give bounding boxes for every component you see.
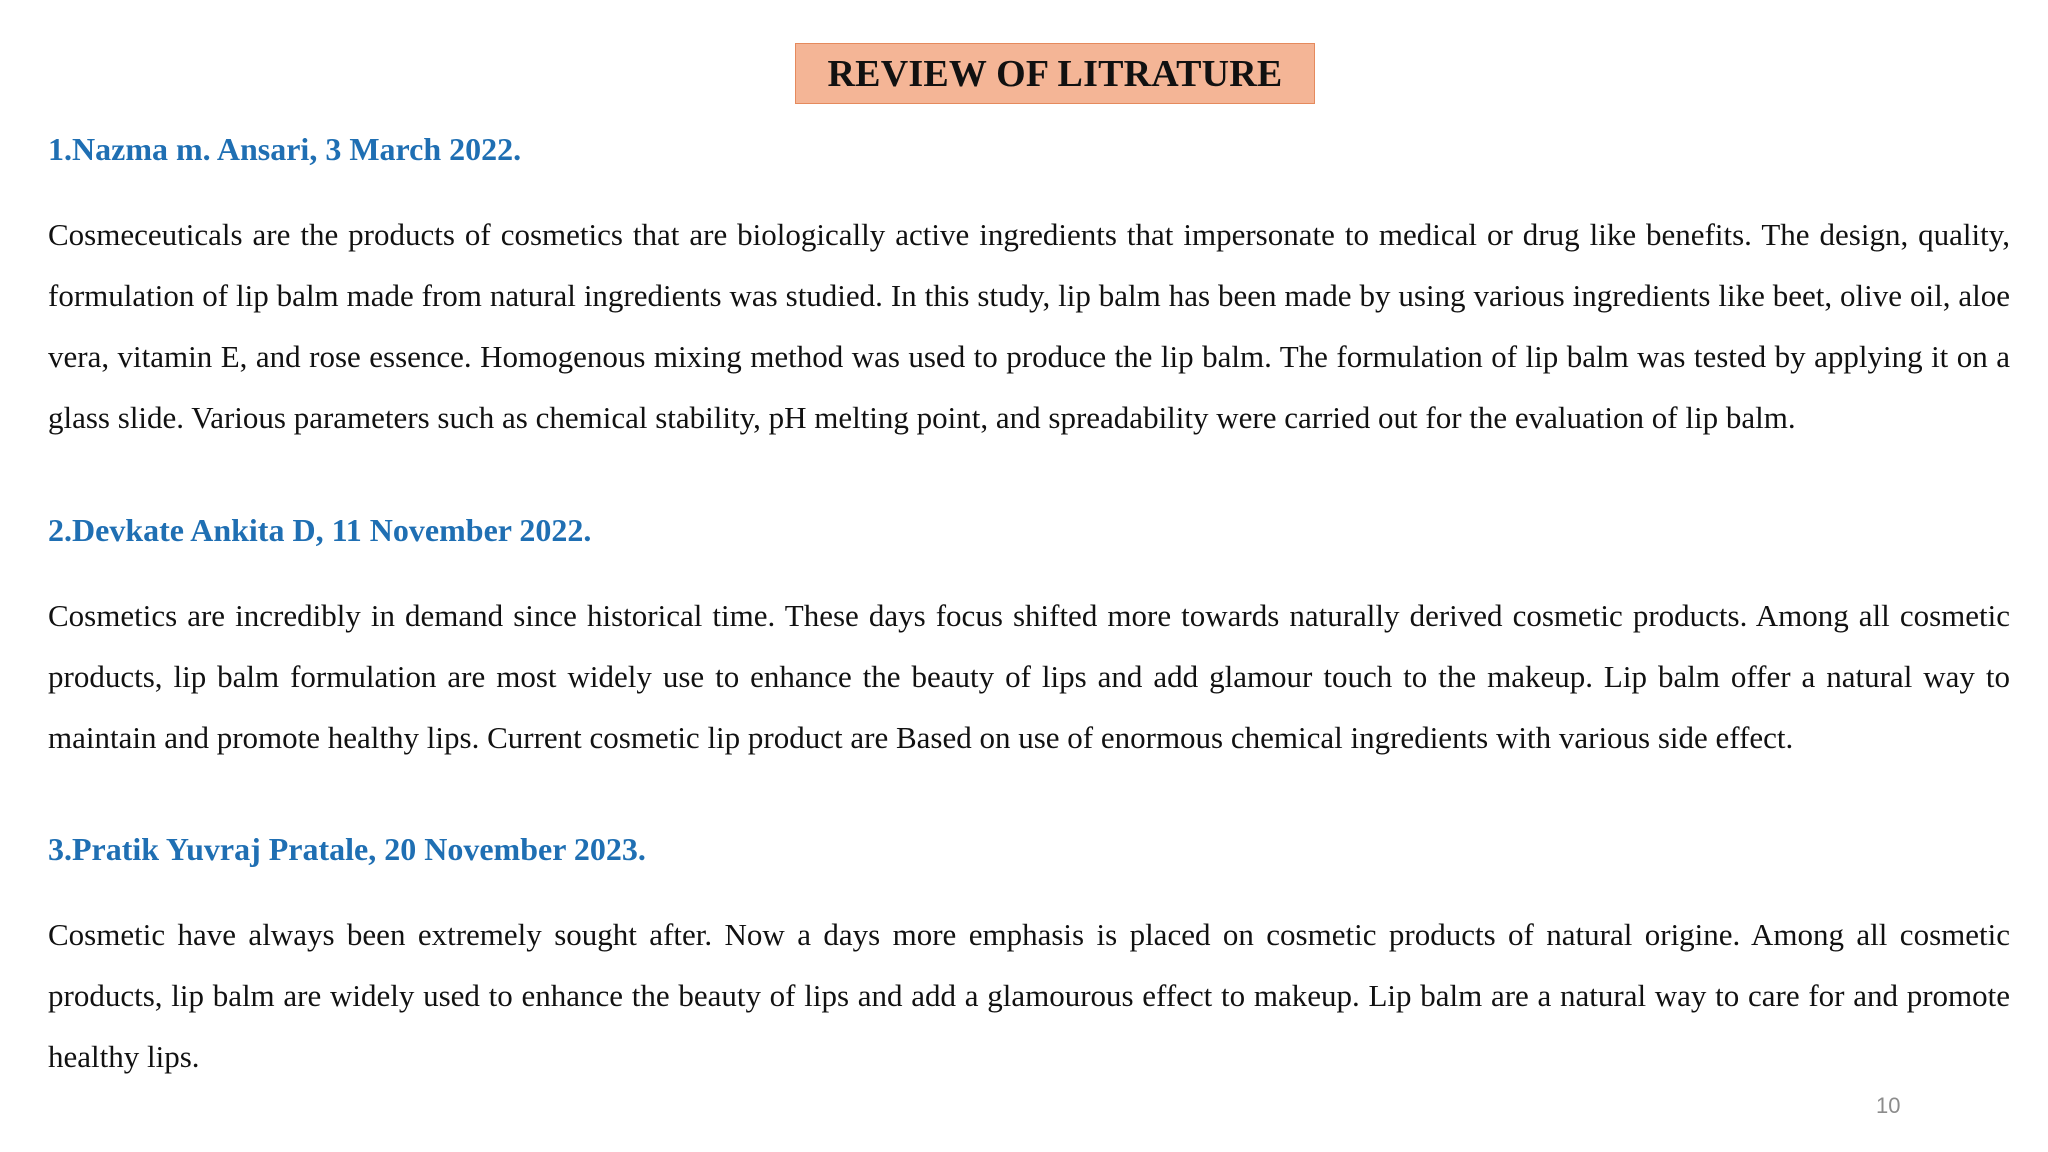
title-box: [795, 43, 1315, 104]
entry-body-2: Cosmetics are incredibly in demand since historical time. These days focus shifted more towards naturally derived cosmetic products. Among all cosmetic products, lip balm formulation are most widely use to enhance the beauty of lips and add glamour touch to the makeup. Lip balm offer a natural way to maintain and promote healthy lips. Current cosmetic lip product are Based on use of enormous chemical ingredients with various side effect.: [48, 598, 2010, 755]
slide-title: REVIEW OF LITRATURE: [827, 52, 1283, 95]
entry-heading-1: 1.Nazma m. Ansari, 3 March 2022.: [48, 131, 522, 167]
entry-heading-3: 3.Pratik Yuvraj Pratale, 20 November 2023.: [48, 831, 646, 867]
entry-heading-2: 2.Devkate Ankita D, 11 November 2022.: [48, 512, 592, 548]
page-number: 10: [1876, 1093, 1901, 1118]
entry-body-1: Cosmeceuticals are the products of cosmetics that are biologically active ingredients that impersonate to medical or drug like benefits. The design, quality, formulation of lip balm made from natural ingredients was studied. In this study, lip balm has been made by using various ingredients like beet, olive oil, aloe vera, vitamin E, and rose essence. Homogenous mixing method was used to produce the lip balm. The formulation of lip balm was tested by applying it on a glass slide. Various parameters such as chemical stability, pH melting point, and spreadability were carried out for the evaluation of lip balm.: [48, 217, 2010, 435]
entry-body-3: Cosmetic have always been extremely sought after. Now a days more emphasis is placed on cosmetic products of natural origine. Among all cosmetic products, lip balm are widely used to enhance the beauty of lips and add a glamourous effect to makeup. Lip balm are a natural way to care for and promote healthy lips.: [48, 917, 2010, 1074]
